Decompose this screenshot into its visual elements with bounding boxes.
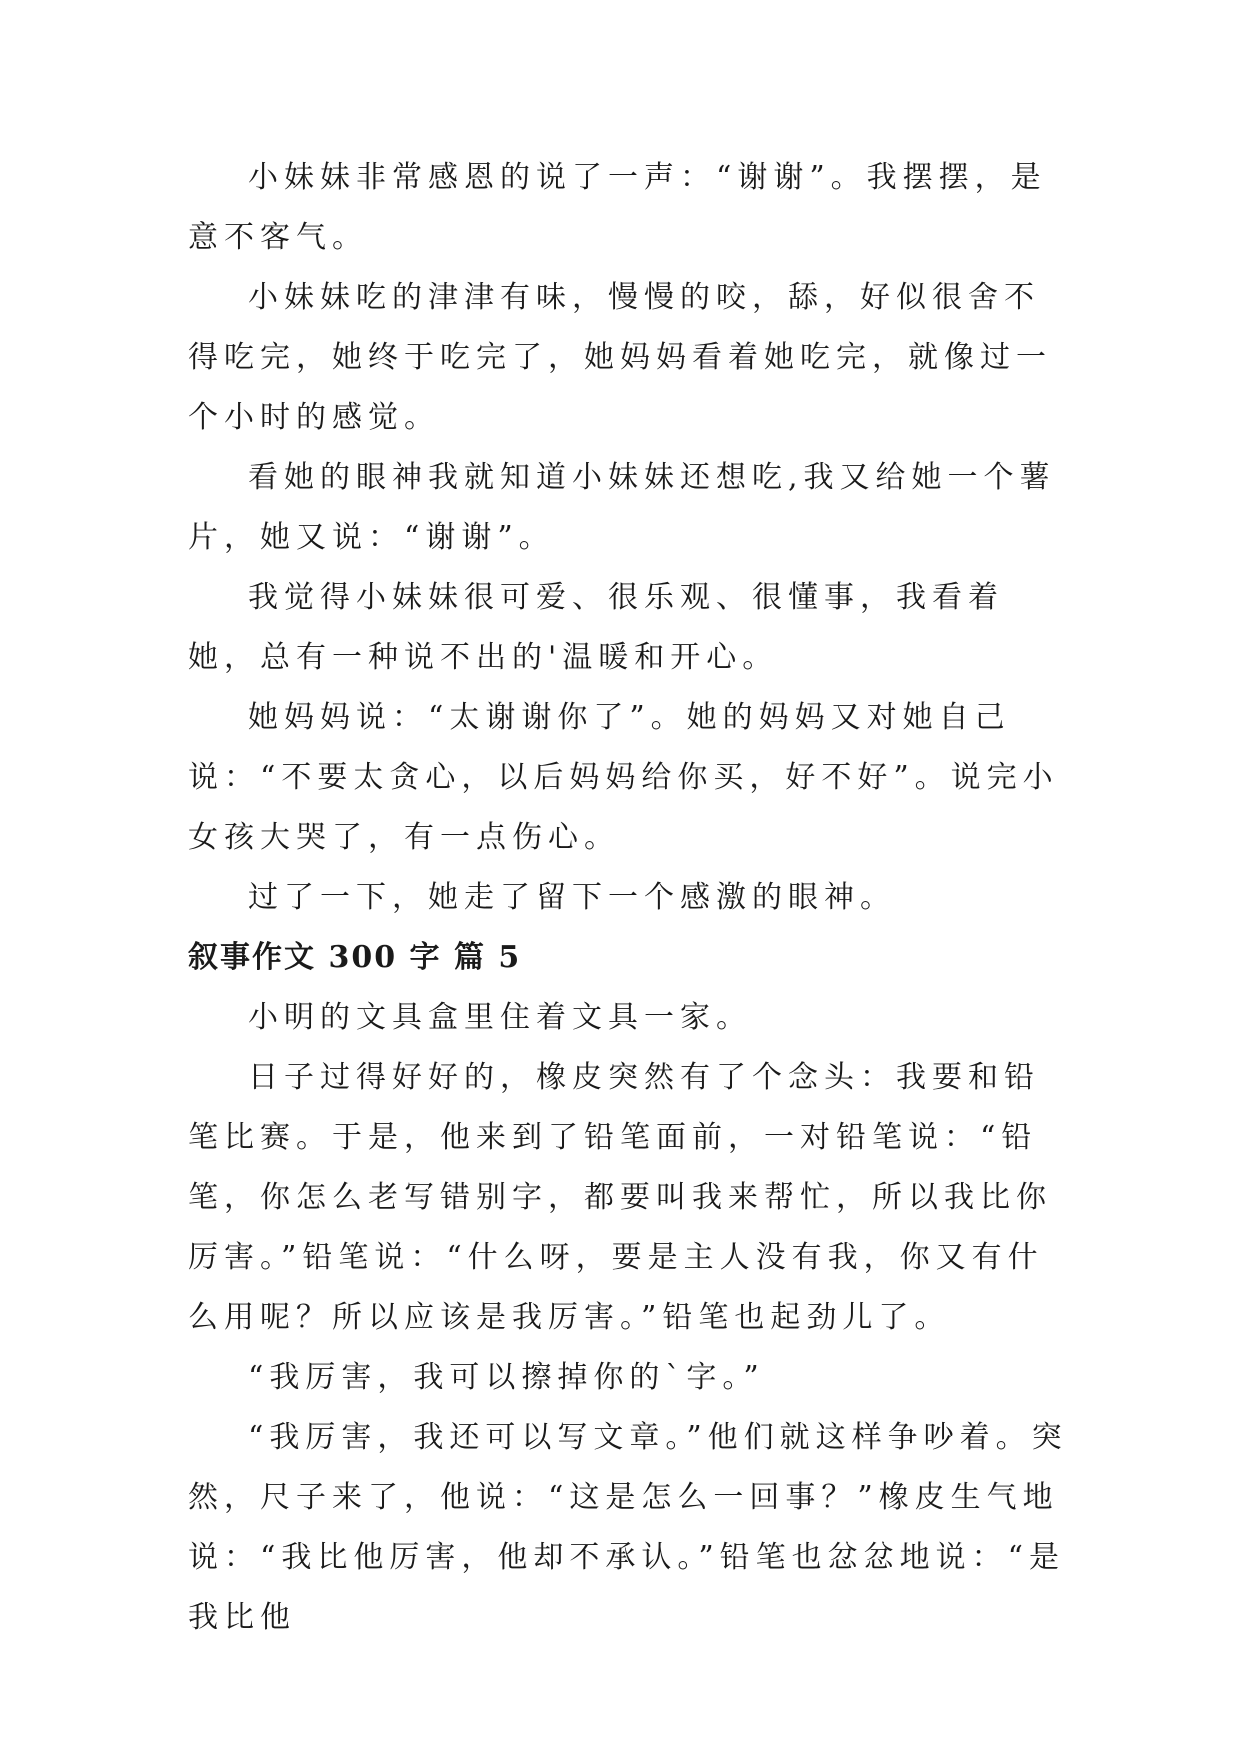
paragraph: 过了一下，她走了留下一个感激的眼神。 [248, 880, 896, 915]
paragraph: 看她的眼神我就知道小妹妹还想吃,我又给她一个薯片，她又说：“谢谢”。 [188, 460, 1056, 555]
document-body [188, 148, 1068, 1648]
paragraph: 小妹妹吃的津津有味，慢慢的咬，舔，好似很舍不得吃完，她终于吃完了，她妈妈看着她吃完，就像过一个小时的感觉。 [188, 280, 1052, 435]
paragraph: 我觉得小妹妹很可爱、很乐观、很懂事，我看着她，总有一种说不出的'温暖和开心。 [188, 580, 1004, 675]
paragraph: 小妹妹非常感恩的说了一声：“谢谢”。我摆摆，是意不客气。 [188, 160, 1047, 255]
paragraph: “我厉害，我可以擦掉你的`字。” [248, 1360, 765, 1395]
paragraph: 日子过得好好的，橡皮突然有了个念头：我要和铅笔比赛。于是，他来到了铅笔面前，一对铅笔说：“铅笔，你怎么老写错别字，都要叫我来帮忙，所以我比你厉害。”铅笔说：“什么呀，要是主人没有我，你又有什么用呢？所以应该是我厉害。”铅笔也起劲儿了。 [188, 1060, 1052, 1335]
section-heading: 叙事作文 300 字 篇 5 [188, 940, 522, 975]
paragraph: 她妈妈说：“太谢谢你了”。她的妈妈又对她自己说：“不要太贪心，以后妈妈给你买，好不好”。说完小女孩大哭了，有一点伤心。 [188, 700, 1059, 855]
paragraph: 小明的文具盒里住着文具一家。 [248, 1000, 752, 1035]
paragraph: “我厉害，我还可以写文章。”他们就这样争吵着。突然，尺子来了，他说：“这是怎么一回事？”橡皮生气地说：“我比他厉害，他却不承认。”铅笔也忿忿地说：“是我比他 [188, 1420, 1068, 1635]
